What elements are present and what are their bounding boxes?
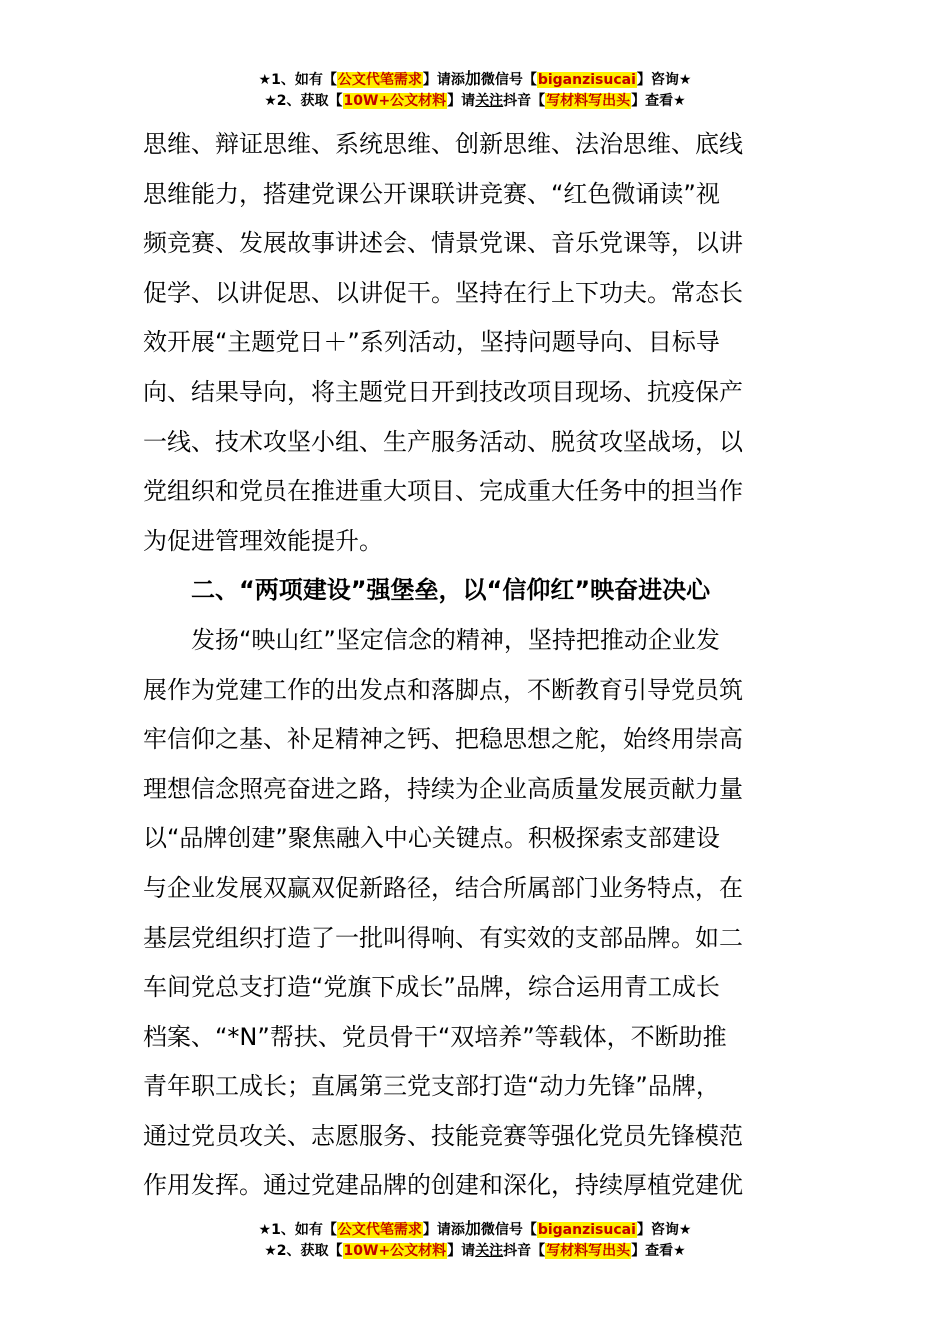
promo-line-2 bbox=[0, 90, 950, 112]
promo-douyin-id: 写材料写出头 bbox=[546, 93, 631, 109]
text-line: 促学、以讲促思、以讲促干。坚持在行上下功夫。常态长 bbox=[143, 278, 743, 307]
promo-text: ★2、获取【 bbox=[264, 93, 343, 109]
paragraph-1 bbox=[143, 120, 811, 566]
section-heading bbox=[143, 566, 811, 616]
promo-text: ★1、如有【 bbox=[258, 1222, 337, 1238]
promo-highlight: 10W+公文材料 bbox=[343, 93, 447, 109]
promo-line-1 bbox=[0, 68, 950, 90]
promo-text: 抖音【 bbox=[503, 1243, 546, 1259]
promo-text: 】请 bbox=[447, 1243, 476, 1259]
promo-douyin-id: 写材料写出头 bbox=[546, 1243, 631, 1259]
text-line: 发扬“映山红”坚定信念的精神，坚持把推动企业发 bbox=[191, 625, 720, 654]
section-heading-text: 二、“两项建设”强堡垒，以“信仰红”映奋进决心 bbox=[191, 576, 711, 605]
text-line: 档案、“*N”帮扶、党员骨干“双培养”等载体，不断助推 bbox=[143, 1022, 727, 1051]
promo-text: ★2、获取【 bbox=[264, 1243, 343, 1259]
promo-text: 】请 bbox=[447, 93, 476, 109]
text-line: 以“品牌创建”聚焦融入中心关键点。积极探索支部建设 bbox=[143, 824, 720, 853]
promo-text: 微信号【 bbox=[480, 72, 537, 88]
promo-highlight: 公文代笔需求 bbox=[337, 72, 422, 88]
text-line: 车间党总支打造“党旗下成长”品牌，综合运用青工成长 bbox=[143, 973, 720, 1002]
promo-text: ★1、如有【 bbox=[258, 72, 337, 88]
promo-emphasis: 加 bbox=[464, 1219, 481, 1238]
text-line: 思维、辩证思维、系统思维、创新思维、法治思维、底线 bbox=[143, 130, 743, 158]
text-line: 通过党员攻关、志愿服务、技能竞赛等强化党员先锋模范 bbox=[143, 1121, 743, 1150]
promo-text: 】查看★ bbox=[631, 1243, 686, 1259]
text-line: 青年职工成长；直属第三党支部打造“动力先锋”品牌， bbox=[143, 1072, 720, 1101]
text-line: 为促进管理效能提升。 bbox=[143, 526, 383, 555]
text-line: 展作为党建工作的出发点和落脚点，不断教育引导党员筑 bbox=[143, 675, 743, 704]
text-line: 理想信念照亮奋进之路，持续为企业高质量发展贡献力量 bbox=[143, 774, 743, 803]
text-line: 与企业发展双赢双促新路径，结合所属部门业务特点，在 bbox=[143, 873, 743, 902]
bottom-promo-banner bbox=[0, 1218, 950, 1262]
text-line: 效开展“主题党日＋”系列活动，坚持问题导向、目标导 bbox=[143, 328, 720, 357]
text-line: 一线、技术攻坚小组、生产服务活动、脱贫攻坚战场，以 bbox=[143, 427, 743, 456]
promo-text: 抖音【 bbox=[503, 93, 546, 109]
promo-line-1 bbox=[0, 1218, 950, 1240]
promo-text: 】请添 bbox=[422, 72, 465, 88]
paragraph-2 bbox=[143, 616, 811, 1211]
text-line: 向、结果导向，将主题党日开到技改项目现场、抗疫保产 bbox=[143, 377, 743, 406]
text-line: 作用发挥。通过党建品牌的创建和深化，持续厚植党建优 bbox=[143, 1171, 743, 1200]
text-line: 频竞赛、发展故事讲述会、情景党课、音乐党课等，以讲 bbox=[143, 229, 743, 258]
promo-wechat-id: biganzisucai bbox=[537, 1222, 636, 1238]
promo-highlight: 10W+公文材料 bbox=[343, 1243, 447, 1259]
promo-underlined: 关注 bbox=[475, 1243, 504, 1259]
text-line: 思维能力，搭建党课公开课联讲竞赛、“红色微诵读”视 bbox=[143, 179, 720, 208]
promo-text: 微信号【 bbox=[480, 1222, 537, 1238]
promo-highlight: 公文代笔需求 bbox=[337, 1222, 422, 1238]
promo-text: 】咨询★ bbox=[636, 72, 692, 88]
promo-wechat-id: biganzisucai bbox=[537, 72, 636, 88]
promo-text: 】查看★ bbox=[631, 93, 686, 109]
document-body bbox=[143, 120, 811, 1211]
promo-emphasis: 加 bbox=[464, 69, 481, 88]
promo-underlined: 关注 bbox=[475, 93, 504, 109]
promo-line-2 bbox=[0, 1240, 950, 1262]
text-line: 基层党组织打造了一批叫得响、有实效的支部品牌。如二 bbox=[143, 923, 743, 952]
top-promo-banner bbox=[0, 68, 950, 112]
text-line: 党组织和党员在推进重大项目、完成重大任务中的担当作 bbox=[143, 477, 743, 506]
promo-text: 】咨询★ bbox=[636, 1222, 692, 1238]
text-line: 牢信仰之基、补足精神之钙、把稳思想之舵，始终用崇高 bbox=[143, 725, 743, 754]
promo-text: 】请添 bbox=[422, 1222, 465, 1238]
